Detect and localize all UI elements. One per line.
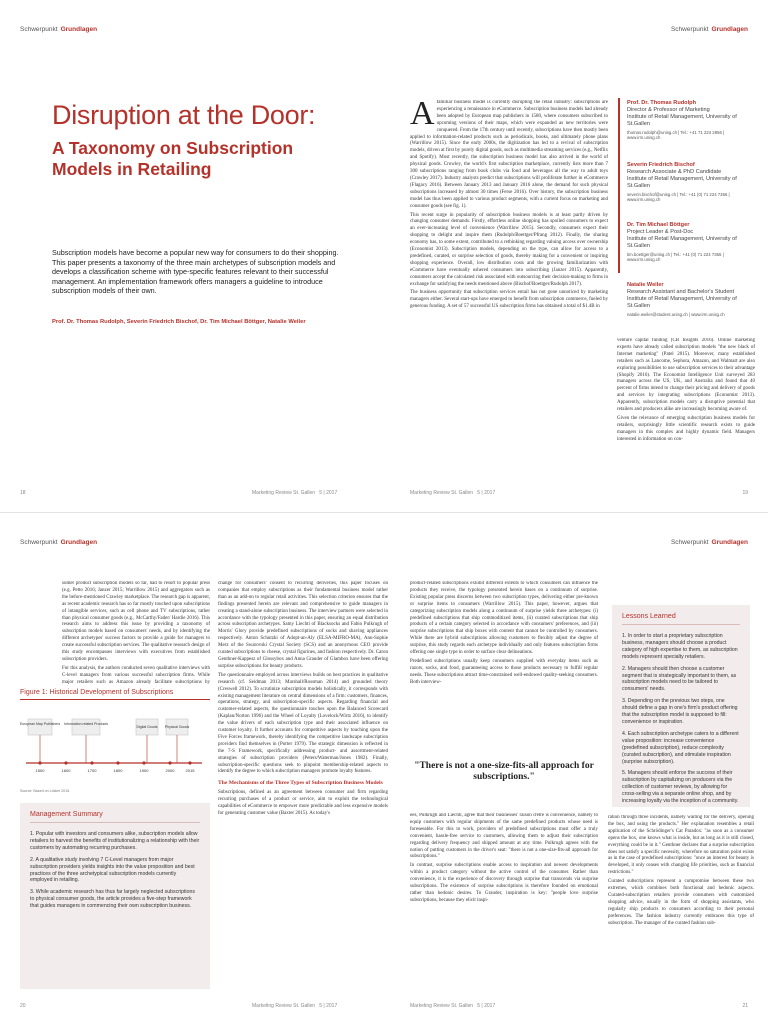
stage-label-map: European Map Publishers: [20, 722, 61, 726]
page-number-21: 21: [742, 1003, 748, 1009]
section-heading: The Mechanisms of the Three Types of Subscription Business Models: [218, 780, 383, 787]
year-label: 2000: [165, 768, 175, 773]
list-item: 3. While academic research has thus far largely neglected subscriptions to physical consumer goods, the article provides a five-step framework that guides managers in commencing their own subscription business.: [30, 889, 195, 910]
footer-journal-right: Marketing Review St. Gallen 5 | 2017: [410, 1003, 496, 1009]
year-label: 1700: [87, 768, 97, 773]
spread-bottom: [0, 512, 768, 1024]
body-column-p19-left: Afamiliar business model is currently disrupting the retail industry: subscriptions are experiencing a renaissance in eCommerce. Subscription business models had already been adopted by European map publishers in 1580, where consumers subscribed to upcoming versions of their maps, which were expanded as new territories were conquered. From the 17th century until recently, subscriptions have then mostly been applied to information-related products such as periodicals, books, and ultimately phone plans (Warrillow 2015). Since the early 2000s, the digitization has led to a revival of subscription models, driven at first by purely digital goods, such as multimedia streaming services (e.g., Netflix and Spotify). Most recently, the subscription business model has also arrived in the world of physical goods. Crowley, the world's first subscription marketplace, currently lists more than 7 300 subscriptions ranging from book clubs via food and beverages all the way to adult toys (Crawley 2017). Industry analysts predict that subscriptions will proliferate further in eCommerce (Flagacy 2016). Between January 2013 and January 2016 alone, the demand for such physical subscriptions increased by almost 30 times (Ferse 2016). Over history, the subscription business model has thus been applied to various product segments, with a current focus on marketing and consumer goods (see fig. 1). This recent surge in popularity of subscription business models is at least partly driven by changing consumer demands. Firstly, effortless online shopping has spoiled consumers to expect an ever-increasing level of convenience (Warrillow 2015). Secondly, consumers expect their shopping to delight and inspire them (Rudolph/Boettger/Pfrang 2012). Finally, the sharing economy has, to some extent, contributed to a rethinking regarding valuing access over ownership (Economist 2013). Subscription models, depending on the type, can allow for access to a predefined, curated, or surprise selection of goods, thereby making for a convenient or inspiring shopping experience. Overall, low distribution costs and the growing familiarization with eCommerce have eventually ushered consumers into subscribing (Janzer 2015). Apparently, consumers accept the calculated risk associated with outsourcing their decision-making to firms in exchange for satisfying the needs mentioned above (Bischof/Boettger/Rudolph 2017). The business opportunity that subscription services entail has not gone unnoticed by marketing managers either. Several start-ups have emerged to benefit from subscription commerce, fueled by generous funding. A set of 57 successful US subscription firms has obtained a total of $1.4B in: [410, 100, 608, 310]
page-number-20: 20: [20, 1003, 26, 1009]
bio-accent-rule: [618, 98, 620, 273]
body-column-p19-right: venture capital funding (CB Insights 2016). Online marketing experts have already called subscription models "the new black of Internet marketing" (Patel 2015). Moreover, many established retailers such as Lancome, Sephora, Amazon, and Walmart are also exploring possibilities to use subscription services to their advantage (Shopify 2016). The Economist Intelligence Unit surveyed 283 managers across the US, UK, and Australia and found that 40 percent of firms intend to change their pricing and delivery of goods and services by integrating subscriptions (Economist 2013). Apparently, subscription models carry a disruptive potential that retailers and producers alike are increasingly becoming aware of. Given the relevance of emerging subscription business models for retailers, surprisingly little scientific research exists to guide managers in this complex and highly dynamic field. Managers interested in information on con-: [617, 338, 755, 442]
lessons-learned-title: Lessons Learned: [622, 613, 740, 625]
year-label: 1500: [35, 768, 45, 773]
figure-1-title: Figure 1: Historical Development of Subscriptions: [20, 689, 210, 700]
list-item: 1. Popular with investors and consumers alike, subscription models allow retailers to harvest the benefits of institutionalizing a relationship with their customers by automating recurring purchases.: [30, 831, 200, 851]
running-header-left: Schwerpunkt Grundlagen: [20, 26, 98, 33]
body-column-p20-2: change for consumers' consent to recurring deliveries, this paper focuses on companies that employ subscriptions as their fundamental business model rather than as an add-on to regular retail activities. This selection criterion ensures that the findings presented herein are relevant and comprehensive to guide managers in creating a stand-alone subscription business. The interview partners were selected in accordance with the typology presented in this paper, ensuring an equal distribution across subscription archetypes. Samy Liechti of Blacksocks and Fabio Pulkrugh of Morris' Glory provide predefined subscriptions of socks and shaving appliances respectively. Anton Schutzki of Adopt-an-Aly (ELSA-MIFRO-MA), Ann-Sophie Merz of the Swarovski Crystal Society (SCS) and an anonymous CEO provide curated subscriptions to cheese, crystal figurines, and fashion respectively. Dr. Caron Genthner-Kappesz of Glossybox and Anna Grauder of Glambox have been offering surprise subscriptions for beauty products. The questionnaire employed across interviews builds on best practices in qualitative research (cf. Seidman 2013; Marshall/Rossman 2014) and grounded theory (Creswell 2012). To scrutinize subscription models holistically, it corresponds with existing management literature on central dimensions of a firm: customers, finances, operations, strategy, and subscription-specific aspects. Regarding financial and customer-related aspects, the questionnaire touches upon the Balanced Scorecard (Kaplan/Norton 1996) and the Wheel of Loyalty (Lovelock/Wirtz 2016), to identify the value drivers of each subscription type and their associated influence on customer loyalty. It further accounts for competitive aspects by touching upon the Five Forces framework, thereby identifying the competitive landscape subscription providers find themselves in (Porter 1979). The strategic dimension is reflected in the 7-S Framework, specifically addressing product- and assortment-related strategies of subscription providers (Peters/Waterman/Jones 1982). Finally, subscription-specific questions seek to pinpoint membership-related aspects to identify the degree to which subscription managers promote loyalty features. The Mechanisms of the Three Types of Subscription Business Models Subscriptions, defined as an agreement between consumer and firm regarding recurring purchases of a product or service, aim to exploit the technological capabilities of eCommerce to empower more predictable and less expensive models for generating customer value (Baxter 2015). As today's: [218, 581, 388, 817]
body-column-p21-1-lower: ees, Pulkrugh and Liechti, agree that their businesses' raison d'être is convenience, namely to equip customers with regular shipments of the same predefined products whose need is foreseeable. For this to work, providers of predefined subscriptions must offer a truly convenient, hassle-free service to customers, allowing them to adjust their subscription regarding delivery frequency and shipped amount at any time. Pulkrugh agrees with the notion of putting customers in the driver's seat: "there is not a one-size-fits-all approach for subscriptions." In contrast, surprise subscriptions enable access to inspiration and newest developments within a product category without the active control of the consumer. Rather than convenience, it is the experience of discovery through surprise that transcends via surprise subscriptions. The existence of surprise subscriptions is therefore founded on emotional rather than hedonic desires. To Grauder, inspiration is key: "people love surprise subscriptions, because they elicit inspi-: [410, 813, 598, 903]
running-header-right: Schwerpunkt Grundlagen: [670, 26, 748, 33]
article-subtitle: A Taxonomy on Subscription Models in Retailing: [52, 138, 294, 179]
stage-label-digital: Digital Goods: [136, 725, 158, 729]
drop-cap: A: [410, 100, 435, 132]
list-item: 1. In order to start a proprietary subscription business, managers should choose a product category of high expertise to them, as subscription models represent specialty retailers.: [622, 633, 738, 660]
stage-label-info: Information related Products: [64, 722, 108, 726]
lessons-learned-list: [622, 633, 740, 805]
year-label: 1600: [61, 768, 71, 773]
article-authors: Prof. Dr. Thomas Rudolph, Severin Friedrich Bischof, Dr. Tim Michael Böttger, Natalie Weiler: [52, 319, 306, 325]
year-label: 2015: [185, 768, 195, 773]
management-summary-title: Management Summary: [30, 811, 200, 823]
footer-journal-left: Marketing Review St. Gallen 5 | 2017: [252, 1003, 338, 1009]
body-column-p21-2: ration through three incidents, namely waiting for the delivery, opening the box, and using the products." Her explanation resembles a retail application of the Schrödinger's Cat Paradox: "as soon as a consumer opens the box, one knows what is inside, but as long as it is still closed, everything could be in it." Genthner declares that a surprise subscription does not satisfy a specific necessity, wherefore no saturation point exists as in the case of predefined subscriptions: "once an interest for beauty is developed, it only ceases with changing life priorities, such as financial restrictions." Curated subscriptions represent a compromise between these two extremes, which combines both functional and hedonic aspects. Curated-subscription retailers provide consumers with customized shopping advice, usually in the form of shopping assistants, who regularly ship products to consumers according to their personal preferences. The fashion industry currently embraces this type of subscription. The manager of the curated fashion sub-: [608, 815, 754, 926]
year-label: 1800: [113, 768, 123, 773]
figure-1-timeline: [20, 711, 210, 787]
footer-journal-right: Marketing Review St. Gallen 5 | 2017: [410, 490, 496, 496]
stage-label-physical: Physical Goods: [164, 725, 190, 729]
list-item: 2. Managers should then choose a customer segment that is strategically important to them, as subscription models need to be tailored to consumers' needs.: [622, 665, 737, 693]
lessons-learned-box: [612, 605, 750, 807]
article-lead: Subscription models have become a popular new way for consumers to do their shopping. This paper presents a taxonomy of the three main archetypes of subscription models and develops a classification scheme with type-specific features relevant to their successful management. An implementation framework offers managers a guideline to introduce subscription models of their own.: [52, 248, 339, 296]
running-header-right: Schwerpunkt Grundlagen: [670, 539, 748, 546]
author-bio-weiler: Natalie Weiler Research Assistant and Bachelor's Student Institute of Retail Management, University of St.Gallen natalie.weiler@student.unisg.ch | www.irm.unisg.ch: [627, 282, 737, 317]
management-summary-box: [20, 803, 210, 989]
article-title: Disruption at the Door:: [52, 100, 316, 130]
list-item: 2. A qualitative study involving 7 C-Level managers from major subscription providers yields insights into the value proposition and best practices of the three archetypical subscription models currently employed in retailing.: [30, 856, 195, 884]
pull-quote: "There is not a one-size-fits-all approach for subscriptions.": [414, 761, 594, 782]
running-header-left: Schwerpunkt Grundlagen: [20, 539, 98, 546]
page-number-19: 19: [742, 490, 748, 496]
body-column-p21-1: product-related subscriptions exhibit different extents to which consumers can influence the products they receive, the typology presented herein bases on a continuum of surprise. Existing popular press discerns between two subscription types, delivering either pre-known or surprise items to consumers (Warrillow 2015). This paper, however, argues that categorizing subscription models along a continuum of surprise yields three archetypes: (i) predefined subscriptions that ship commoditized items, (ii) curated subscriptions that ship products of a certain category selected in accordance with consumers' preferences, and (iii) surprise subscriptions that ship boxes with content that cannot be controlled by consumers. While there are hybrid subscriptions allowing customers to flexibly adjust the degree of surprise, this study regards each archetype individually and only features subscription firms offering one single type in order to surface clear delineations. Predefined subscriptions usually keep consumers supplied with everyday items such as razors, socks, and food, guaranteeing access to those products necessary to fulfill regular needs. These subscriptions attract time-constrained well-endowed quality-seeking consumers. Both interview-: [410, 581, 598, 685]
author-bio-boettger: Dr. Tim Michael Böttger Project Leader & Post-Doc Institute of Retail Management, University of St.Gallen tim.boettger@unisg.ch | Tel.: +41 (0) 71 224 7365 | www.irm.unisg.ch: [627, 222, 737, 263]
year-label: 1900: [139, 768, 149, 773]
figure-1-source: Source: Based on Lösleri 2015.: [20, 789, 71, 793]
management-summary-list: [30, 831, 200, 910]
footer-journal-left: Marketing Review St. Gallen 5 | 2017: [252, 490, 338, 496]
page-number-18: 18: [20, 490, 26, 496]
list-item: 3. Depending on the previous two steps, one should define a gap in one's firm's product offering that the subscription model is supposed to fill: convenience or inspiration.: [622, 698, 738, 725]
body-column-p20-1: sumer product subscription models so far, had to resort to popular press (e.g. Petto 2016; Janzer 2015; Warrillow 2015) and aggregators such as the before-mentioned Crawley marketplace. The research gap is apparent, as recent academic research has so far mostly touched upon subscriptions of intangible services, such as cell phone and TV subscriptions, rather than physical consumer goods (e.g., McCarthy/Fader/ Hardie 2016). This research aims to address this issue by providing a taxonomy of subscription models based on consumers' needs, and by identifying the different archetypes' success factors to provide a guide for managers to create successful subscription services. The qualitative research design of this study encompasses interviews with executives from established subscription providers. For this analysis, the authors conducted seven qualitative interviews with C-level managers from various successful subscription firms. While major retailers such as Amazon already facilitate subscriptions by: [62, 581, 210, 685]
author-bio-bischof: Severin Friedrich Bischof Research Associate & PhD Candidate Institute of Retail Management, University of St.Gallen severin.bischof@unisg.ch | Tel.: +41 (0) 71 224 7366 | www.irm.unisg.ch: [627, 162, 737, 203]
author-bio-rudolph: Prof. Dr. Thomas Rudolph Director & Professor of Marketing Institute of Retail Management, University of St.Gallen thomas.rudolph@unisg.ch | Tel.: +41 71 224 2856 | www.irm.unisg.ch: [627, 100, 737, 141]
list-item: 5. Managers should enforce the success of their subscription by capitalizing on producers via the collection of customer reviews, by allowing for cross-selling via a separate online shop, and by increasing loyalty via the inception of a community.: [622, 770, 739, 805]
list-item: 4. Each subscription archetype caters to a different value proposition: increase convenience (predefined subscription), reduce complexity (curated subscription), and stimulate inspiration (surprise subscription).: [622, 730, 739, 765]
